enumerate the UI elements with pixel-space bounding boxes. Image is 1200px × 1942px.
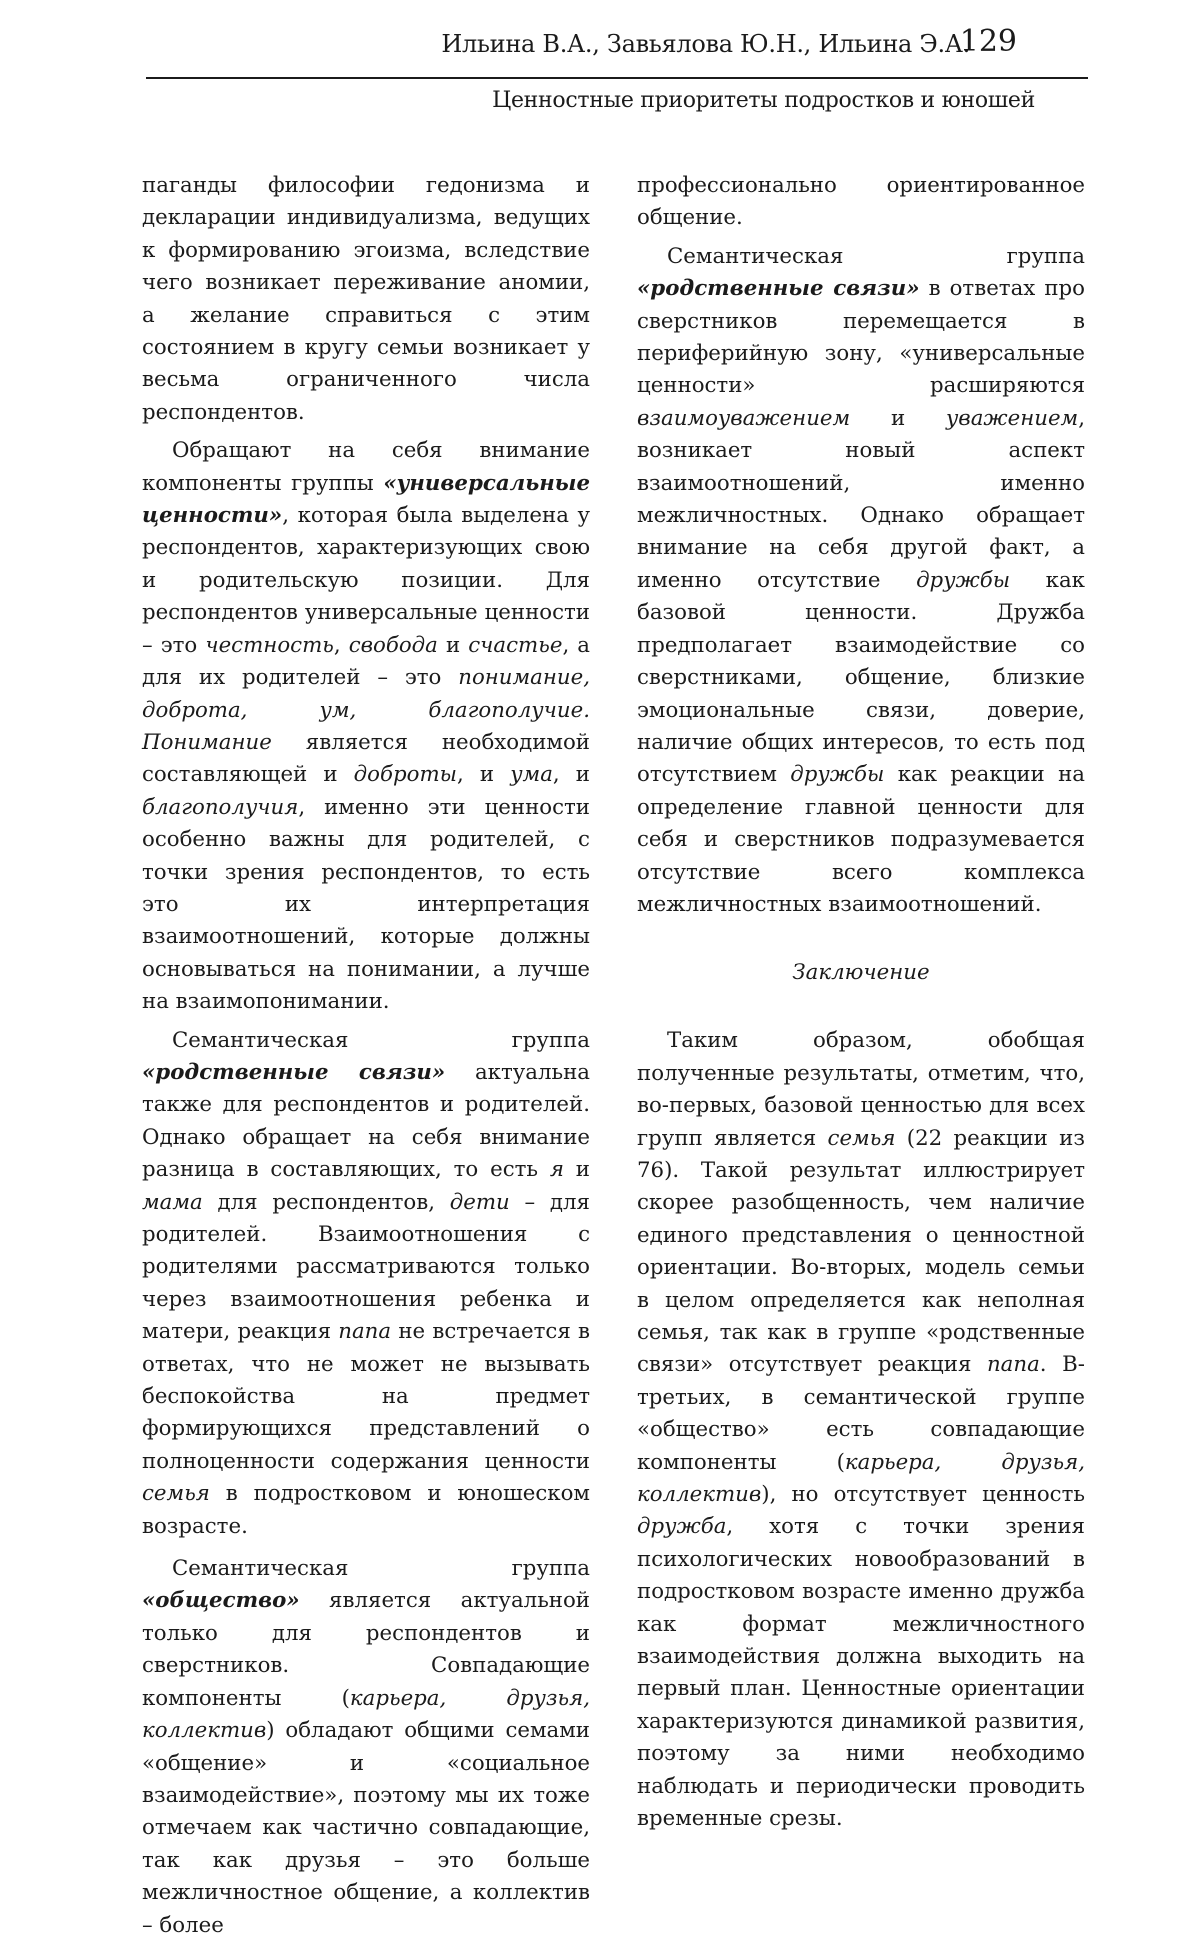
text-run: профессионально ориентированное общение. [637, 173, 1085, 231]
text-run: ), но отсутствует ценность [761, 1482, 1085, 1508]
paragraph [142, 1025, 590, 1544]
text-run: паганды философии гедонизма и декларации индивидуализма, ведущих к формированию эгоизма, вследствие чего возникает переживание аномии, а желание справиться с этим состоянием в кругу семьи возникает у весьма ограниченного числа респондентов. [142, 173, 590, 425]
italic-term: свобода [348, 632, 438, 658]
running-header-authors: Ильина В.А., Завьялова Ю.Н., Ильина Э.А. [441, 30, 970, 58]
text-run: не встречается в ответах, что не может не вызывать беспокойства на предмет формирующихся представлений о полноценности содержания ценности [142, 1319, 591, 1474]
header-rule [146, 77, 1088, 79]
text-run: Семантическая группа [172, 1027, 590, 1053]
emphasized-term: «универсальные ценности» [142, 470, 590, 529]
emphasized-term: «общество» [142, 1588, 300, 1614]
italic-term: взаимоуважением [637, 405, 851, 431]
group-name [142, 1060, 445, 1085]
text-run: актуальна также для респондентов и родителей. Однако обращает на себя внимание разница в составляющих, то есть [142, 1059, 590, 1183]
text-run: , и [457, 762, 511, 788]
text-run: как базовой ценности. Дружба предполагает взаимодействие со сверстниками, общение, близкие эмоциональные связи, доверие, наличие общих интересов, то есть под отсутствием [637, 567, 1085, 788]
italic-term: честность [205, 632, 334, 658]
text-run: в ответах про сверстников перемещается в периферийную зону, «универсальные ценности» расширяются [637, 276, 1085, 399]
running-header-title: Ценностные приоритеты подростков и юношей [492, 88, 1035, 113]
italic-term: уважением [945, 405, 1079, 431]
paragraph [637, 241, 1085, 922]
text-run: Обращают на себя внимание компоненты группы [142, 438, 590, 496]
text-run: , именно эти ценности особенно важны для родителей, с точки зрения респондентов, то есть это их интерпретация взаимоотношений, которые должны основываться на понимании, а лучше на взаимопонимании. [142, 794, 590, 1015]
text-run: . В-третьих, в семантической группе «общество» есть совпадающие компоненты ( [637, 1352, 1085, 1475]
group-name [637, 276, 920, 301]
italic-term: мама [142, 1189, 203, 1215]
paragraph [142, 435, 590, 1018]
text-run: в подростковом и юношеском возрасте. [142, 1481, 590, 1539]
text-run: ) обладают общими семами «общение» и «социальное взаимодействие», поэтому мы их тоже отмечаем как частично совпадающие, так как друзья – это больше межличностное общение, а коллектив – более [142, 1718, 590, 1938]
text-run: и [437, 632, 469, 658]
italic-term: я [549, 1157, 564, 1183]
text-run: , [333, 632, 349, 658]
italic-term: карьера, друзья, коллектив [142, 1685, 590, 1744]
text-run: Семантическая группа [172, 1556, 590, 1582]
text-run: как реакции на определение главной ценности для себя и сверстников подразумевается отсутствие всего комплекса межличностных взаимоотношений. [637, 762, 1085, 917]
text-run: – для родителей. Взаимоотношения с родителями рассматриваются только через взаимоотношения ребенка и матери, реакция [142, 1189, 590, 1345]
italic-term: доброты [353, 762, 457, 788]
emphasized-term: «родственные связи» [637, 276, 920, 302]
text-run: , которая была выделена у респондентов, характеризующих свою и родительскую позиции. Для респондентов универсальные ценности – это [142, 503, 590, 658]
italic-term: ума [510, 762, 553, 788]
right-column [637, 170, 1085, 1836]
italic-term: дети [449, 1189, 510, 1215]
paragraph [142, 1553, 590, 1942]
left-column [142, 170, 590, 1942]
text-run: , и [552, 762, 590, 788]
text-run: для респондентов, [202, 1189, 450, 1215]
text-run: Таким образом, обобщая полученные результаты, отметим, что, во-первых, базовой ценностью для всех групп является [637, 1028, 1085, 1151]
group-name [142, 1588, 300, 1613]
emphasized-term: «родственные связи» [142, 1059, 446, 1085]
paragraph [142, 170, 590, 429]
italic-term: дружбы [916, 567, 1011, 593]
paragraph [637, 1025, 1085, 1835]
italic-term: карьера, друзья, коллектив [637, 1449, 1085, 1508]
italic-term: семья [142, 1481, 210, 1507]
italic-term: понимание, доброта, ум, благополучие. Понимание [142, 665, 590, 755]
text-run: и [563, 1157, 590, 1183]
italic-term: дружбы [790, 762, 885, 788]
text-run: и [850, 405, 946, 431]
section-heading: Заключение [792, 960, 930, 986]
italic-term: дружба [637, 1514, 727, 1540]
italic-term: папа [338, 1319, 392, 1345]
text-run: , хотя с точки зрения психологических новообразований в подростковом возрасте именно дружба как формат межличностного взаимодействия должна выходить на первый план. Ценностные ориентации характеризуются динамикой развития, поэтому за ними необходимо наблюдать и периодически проводить временные срезы. [637, 1514, 1085, 1832]
text-run: является актуальной только для респондентов и сверстников. Совпадающие компоненты ( [142, 1588, 590, 1711]
italic-term: благополучия [142, 794, 299, 820]
italic-term: семья [827, 1125, 896, 1151]
text-run: , а для их родителей – это [142, 632, 590, 691]
text-run: (22 реакции из 76). Такой результат иллюстрирует скорее разобщенность, чем наличие единого представления о ценностной ориентации. Во-вторых, модель семьи в целом определяется как неполная семья, так как в группе «родственные связи» отсутствует реакция [637, 1125, 1085, 1378]
text-run: Семантическая группа [667, 243, 1085, 269]
text-run: , возникает новый аспект взаимоотношений, именно межличностных. Однако обращает внимание на себя другой факт, а именно отсутствие [637, 405, 1085, 593]
italic-term: счастье [468, 632, 563, 658]
paragraph [637, 170, 1085, 235]
page-number: 129 [959, 24, 1017, 59]
text-run: является необходимой составляющей и [142, 729, 590, 788]
italic-term: папа [986, 1352, 1040, 1378]
